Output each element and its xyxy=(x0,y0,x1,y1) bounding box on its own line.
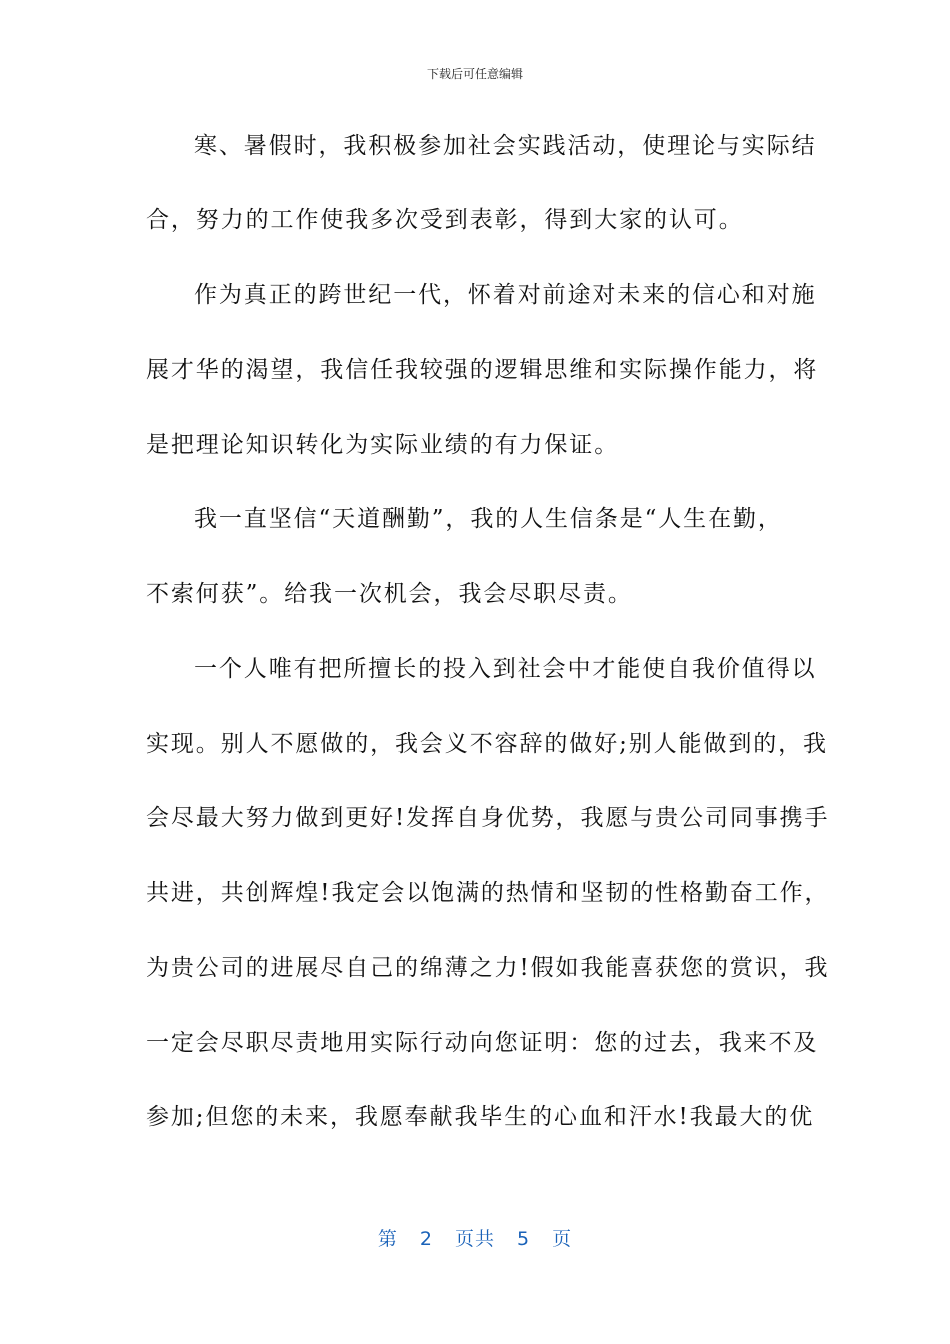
page-footer xyxy=(0,1226,950,1252)
page-label-middle: 页共 xyxy=(454,1228,495,1250)
page-label-suffix: 页 xyxy=(552,1228,573,1250)
text-line: 寒、暑假时，我积极参加社会实践活动，使理论与实际结 xyxy=(194,133,817,159)
text-line: 一个人唯有把所擅长的投入到社会中才能使自我价值得以 xyxy=(194,656,817,682)
text-line: 一定会尽职尽责地用实际行动向您证明：您的过去，我来不及 xyxy=(146,1030,819,1056)
text-line: 我一直坚信“天道酬勤”，我的人生信条是“人生在勤， xyxy=(194,506,783,532)
text-line: 作为真正的跨世纪一代，怀着对前途对未来的信心和对施 xyxy=(194,282,817,308)
text-line: 会尽最大努力做到更好!发挥自身优势，我愿与贵公司同事携手 xyxy=(146,805,830,831)
page-header: 下载后可任意编辑 xyxy=(426,67,523,81)
text-line: 共进，共创辉煌!我定会以饱满的热情和坚韧的性格勤奋工作， xyxy=(146,880,830,906)
text-line: 是把理论知识转化为实际业绩的有力保证。 xyxy=(146,432,620,458)
text-line: 为贵公司的进展尽自己的绵薄之力!假如我能喜获您的赏识，我 xyxy=(146,955,830,981)
text-line: 实现。别人不愿做的，我会义不容辞的做好;别人能做到的，我 xyxy=(146,731,828,757)
text-line: 不索何获”。给我一次机会，我会尽职尽责。 xyxy=(146,581,633,607)
total-pages-number: 5 xyxy=(517,1228,531,1250)
text-line: 合，努力的工作使我多次受到表彰，得到大家的认可。 xyxy=(146,207,744,233)
text-line: 展才华的渴望，我信任我较强的逻辑思维和实际操作能力，将 xyxy=(146,357,819,383)
current-page-number: 2 xyxy=(419,1228,433,1250)
page-label-prefix: 第 xyxy=(377,1228,398,1250)
text-line: 参加;但您的未来，我愿奉献我毕生的心血和汗水!我最大的优 xyxy=(146,1104,815,1130)
